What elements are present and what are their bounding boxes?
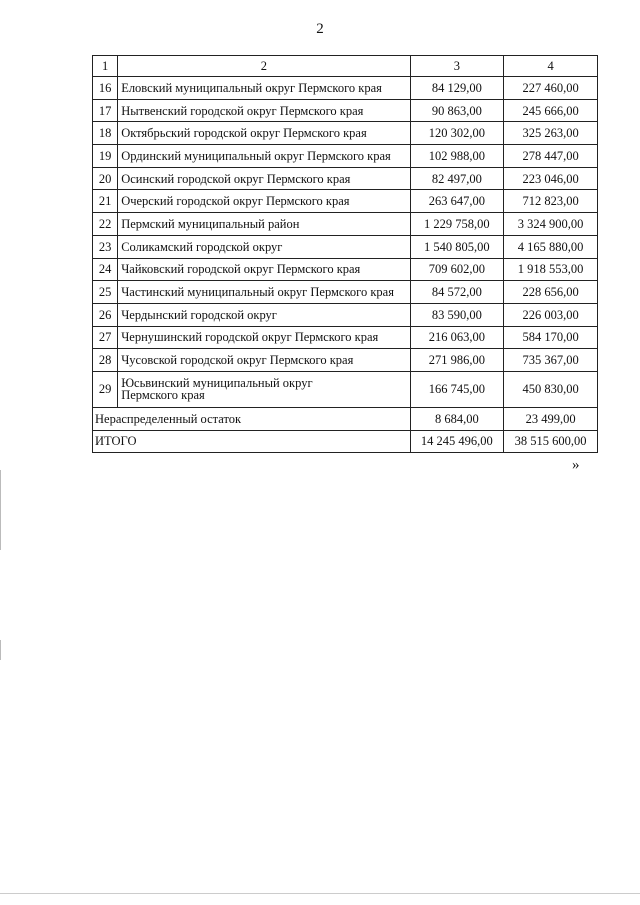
row-number: 24	[93, 258, 118, 281]
table-row	[93, 77, 598, 100]
header-col-1: 1	[93, 56, 118, 77]
amount-col-4: 226 003,00	[504, 303, 598, 326]
amount-col-3: 84 129,00	[410, 77, 504, 100]
amount-col-4: 3 324 900,00	[504, 213, 598, 236]
table-row	[93, 213, 598, 236]
municipality-name: Чердынский городской округ	[118, 303, 410, 326]
scan-bottom-line	[0, 893, 640, 894]
amount-col-3: 90 863,00	[410, 99, 504, 122]
amount-col-3: 1 229 758,00	[410, 213, 504, 236]
amount-col-4: 4 165 880,00	[504, 235, 598, 258]
amount-col-4: 1 918 553,00	[504, 258, 598, 281]
row-number: 22	[93, 213, 118, 236]
scan-edge-mark	[0, 470, 1, 550]
row-number: 17	[93, 99, 118, 122]
remainder-label: Нераспределенный остаток	[93, 407, 411, 430]
row-number: 23	[93, 235, 118, 258]
municipality-name: Еловский муниципальный округ Пермского края	[118, 77, 410, 100]
municipality-name: Осинский городской округ Пермского края	[118, 167, 410, 190]
municipality-name-line-1: Юсьвинский муниципальный округ	[121, 376, 313, 391]
amount-col-3: 82 497,00	[410, 167, 504, 190]
municipality-name	[118, 371, 410, 407]
municipality-name: Пермский муниципальный район	[118, 213, 410, 236]
closing-quote: »	[572, 457, 580, 473]
table-row	[93, 349, 598, 372]
header-col-4: 4	[504, 56, 598, 77]
table-row	[93, 145, 598, 168]
header-col-3: 3	[410, 56, 504, 77]
table-row	[93, 235, 598, 258]
municipality-name: Октябрьский городской округ Пермского края	[118, 122, 410, 145]
amount-col-3: 166 745,00	[410, 371, 504, 407]
municipality-name-line-2: Пермского края	[121, 388, 205, 403]
row-number: 28	[93, 349, 118, 372]
amount-col-3: 1 540 805,00	[410, 235, 504, 258]
amount-col-3: 709 602,00	[410, 258, 504, 281]
remainder-col-3: 8 684,00	[410, 407, 504, 430]
table-row	[93, 99, 598, 122]
scan-edge-mark	[0, 640, 1, 660]
amount-col-4: 325 263,00	[504, 122, 598, 145]
amount-col-4: 278 447,00	[504, 145, 598, 168]
amount-col-3: 120 302,00	[410, 122, 504, 145]
amount-col-4: 227 460,00	[504, 77, 598, 100]
amount-col-3: 84 572,00	[410, 281, 504, 304]
amount-col-3: 263 647,00	[410, 190, 504, 213]
amount-col-4: 712 823,00	[504, 190, 598, 213]
row-number: 18	[93, 122, 118, 145]
page-number: 2	[316, 21, 324, 37]
total-col-4: 38 515 600,00	[504, 430, 598, 453]
table-row	[93, 167, 598, 190]
row-number: 19	[93, 145, 118, 168]
remainder-col-4: 23 499,00	[504, 407, 598, 430]
municipality-name: Ординский муниципальный округ Пермского края	[118, 145, 410, 168]
amount-col-4: 245 666,00	[504, 99, 598, 122]
row-number: 21	[93, 190, 118, 213]
table-row	[93, 371, 598, 407]
remainder-row	[93, 407, 598, 430]
row-number: 25	[93, 281, 118, 304]
amount-col-4: 450 830,00	[504, 371, 598, 407]
budget-table	[92, 55, 598, 453]
table-row	[93, 258, 598, 281]
row-number: 16	[93, 77, 118, 100]
municipality-name: Нытвенский городской округ Пермского края	[118, 99, 410, 122]
amount-col-4: 735 367,00	[504, 349, 598, 372]
table-header-row	[93, 56, 598, 77]
table-row	[93, 303, 598, 326]
row-number: 27	[93, 326, 118, 349]
total-row	[93, 430, 598, 453]
total-label: ИТОГО	[93, 430, 411, 453]
amount-col-3: 102 988,00	[410, 145, 504, 168]
municipality-name: Очерский городской округ Пермского края	[118, 190, 410, 213]
municipality-name: Соликамский городской округ	[118, 235, 410, 258]
amount-col-4: 223 046,00	[504, 167, 598, 190]
amount-col-4: 584 170,00	[504, 326, 598, 349]
municipality-name: Частинский муниципальный округ Пермского края	[118, 281, 410, 304]
amount-col-3: 216 063,00	[410, 326, 504, 349]
municipality-name: Чусовской городской округ Пермского края	[118, 349, 410, 372]
amount-col-3: 83 590,00	[410, 303, 504, 326]
row-number: 20	[93, 167, 118, 190]
table-row	[93, 281, 598, 304]
amount-col-4: 228 656,00	[504, 281, 598, 304]
row-number: 29	[93, 371, 118, 407]
row-number: 26	[93, 303, 118, 326]
total-col-3: 14 245 496,00	[410, 430, 504, 453]
table-row	[93, 122, 598, 145]
table-row	[93, 326, 598, 349]
table-row	[93, 190, 598, 213]
amount-col-3: 271 986,00	[410, 349, 504, 372]
municipality-name: Чернушинский городской округ Пермского края	[118, 326, 410, 349]
municipality-name: Чайковский городской округ Пермского края	[118, 258, 410, 281]
header-col-2: 2	[118, 56, 410, 77]
